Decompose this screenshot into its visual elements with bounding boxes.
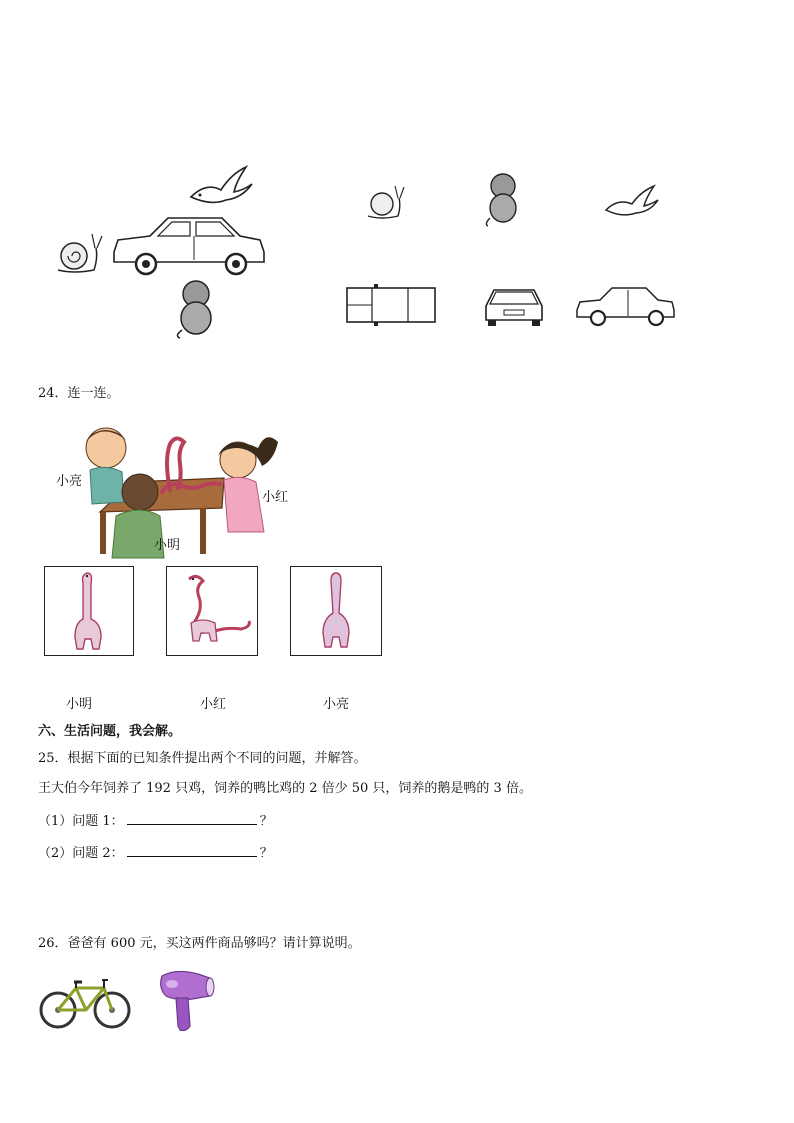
q26-number: 26． [38, 936, 68, 951]
q25-question1 [38, 812, 273, 830]
q25-question2-mark: ？ [259, 846, 273, 861]
q24-prompt [38, 386, 120, 402]
scene-label-xiaohong: 小红 [262, 490, 289, 505]
car-front-icon [482, 282, 546, 328]
q24-text: 连一连。 [67, 386, 120, 401]
q26-prompt [38, 936, 361, 952]
top-figure [38, 150, 688, 350]
answer-label-3[interactable]: 小亮 [323, 697, 350, 712]
car-side-small-icon [574, 284, 678, 328]
q25-question2 [38, 844, 273, 862]
snail-icon [54, 228, 106, 276]
q25-condition: 王大伯今年饲养了 192 只鸡，饲养的鸭比鸡的 2 倍少 50 只，饲养的鹅是鸭的 3 倍。 [38, 781, 532, 796]
dinosaur-back-icon [291, 567, 381, 655]
bicycle-icon [38, 970, 132, 1032]
dinosaur-view-front[interactable] [44, 566, 134, 656]
hair-dryer-icon [156, 968, 216, 1034]
dinosaur-view-side[interactable] [166, 566, 258, 656]
section-heading: 六、生活问题，我会解。 [38, 724, 182, 739]
q25-prompt [38, 751, 367, 767]
dinosaur-front-icon [45, 567, 133, 655]
q25-number: 25． [38, 751, 68, 766]
car-top-icon [344, 284, 438, 328]
q25-question1-label: （1）问题 1： [38, 814, 124, 829]
bird-small-icon [602, 182, 662, 222]
q25-question1-mark: ？ [259, 814, 273, 829]
monkey-back-icon [172, 278, 220, 340]
car-side-icon [110, 212, 270, 277]
q25-text: 根据下面的已知条件提出两个不同的问题，并解答。 [67, 751, 367, 766]
answer-label-2[interactable]: 小红 [200, 697, 227, 712]
q25-question2-blank[interactable] [127, 844, 257, 857]
monkey-small-icon [482, 172, 524, 228]
dinosaur-side-icon [167, 567, 257, 655]
dinosaur-view-back[interactable] [290, 566, 382, 656]
q25-question1-blank[interactable] [127, 812, 257, 825]
q24-scene [52, 420, 292, 558]
scene-label-xiaoliang: 小亮 [56, 474, 83, 489]
bird-icon [186, 162, 256, 212]
scene-label-xiaoming: 小明 [154, 538, 181, 553]
answer-label-1[interactable]: 小明 [66, 697, 93, 712]
q24-number: 24． [38, 386, 68, 401]
snail-small-icon [364, 182, 406, 222]
q26-text: 爸爸有 600 元，买这两件商品够吗？请计算说明。 [67, 936, 361, 951]
q25-question2-label: （2）问题 2： [38, 846, 124, 861]
